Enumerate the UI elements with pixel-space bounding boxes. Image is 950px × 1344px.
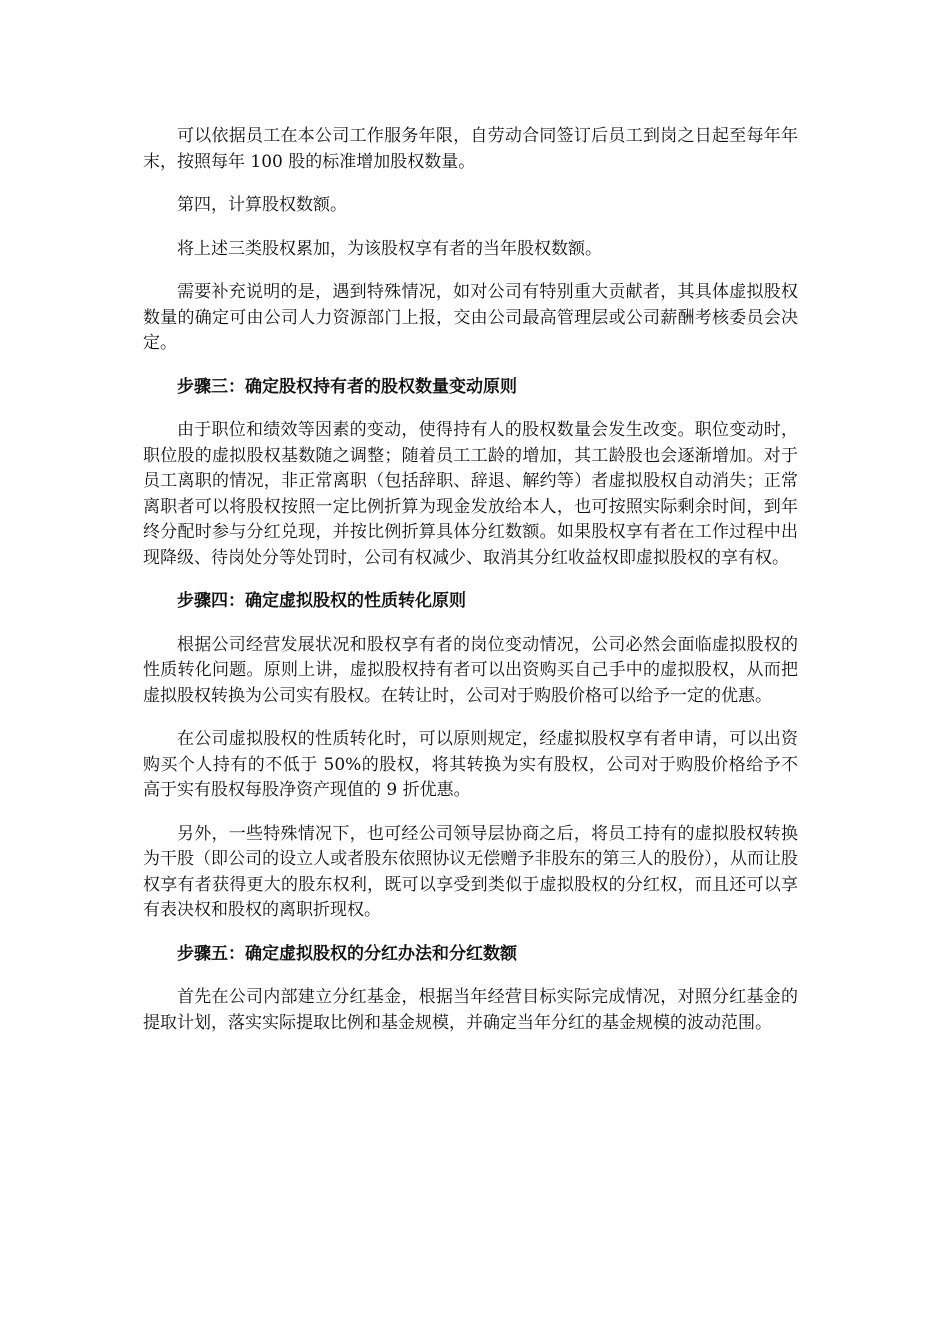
paragraph-special-cases: 需要补充说明的是，遇到特殊情况，如对公司有特别重大贡献者，其具体虚拟股权数量的确定可由公司人力资源部门上报，交由公司最高管理层或公司薪酬考核委员会决定。 (143, 282, 798, 353)
paragraph-sum-shares: 将上述三类股权累加，为该股权享有者的当年股权数额。 (177, 238, 602, 259)
paragraph-step-four-calc: 第四，计算股权数额。 (177, 195, 347, 215)
heading-step-four: 步骤四：确定虚拟股权的性质转化原则 (177, 591, 466, 611)
paragraph-conversion-rule: 在公司虚拟股权的性质转化时，可以原则规定，经虚拟股权享有者申请，可以出资购买个人持有的不低于 50%的股权，将其转换为实有股权，公司对于购股价格给予不高于实有股权每股净资产现值的 9 折优惠。 (143, 729, 798, 800)
paragraph-conversion-intro: 根据公司经营发展状况和股权享有者的岗位变动情况，公司必然会面临虚拟股权的性质转化问题。原则上讲，虚拟股权持有者可以出资购买自己手中的虚拟股权，从而把虚拟股权转换为公司实有股权。在转让时，公司对于购股价格可以给予一定的优惠。 (143, 634, 798, 706)
paragraph-quantity-changes: 由于职位和绩效等因素的变动，使得持有人的股权数量会发生改变。职位变动时，职位股的虚拟股权基数随之调整；随着员工工龄的增加，其工龄股也会逐渐增加。对于员工离职的情况，非正常离职（包括辞职、辞退、解约等）者虚拟股权自动消失；正常离职者可以将股权按照一定比例折算为现金发放给本人，也可按照实际剩余时间，到年终分配时参与分红兑现，并按比例折算具体分红数额。如果股权享有者在工作过程中出现降级、待岗处分等处罚时，公司有权减少、取消其分红收益权即虚拟股权的享有权。 (143, 420, 798, 568)
paragraph-dividend-fund: 首先在公司内部建立分红基金，根据当年经营目标实际完成情况，对照分红基金的提取计划，落实实际提取比例和基金规模，并确定当年分红的基金规模的波动范围。 (143, 987, 798, 1033)
heading-step-five: 步骤五：确定虚拟股权的分红办法和分红数额 (177, 943, 517, 964)
paragraph-dry-shares: 另外，一些特殊情况下，也可经公司领导层协商之后，将员工持有的虚拟股权转换为干股（即公司的设立人或者股东依照协议无偿赠予非股东的第三人的股份），从而让股权享有者获得更大的股东权利，既可以享受到类似于虚拟股权的分红权，而且还可以享有表决权和股权的离职折现权。 (143, 823, 798, 920)
paragraph-service-years: 可以依据员工在本公司工作服务年限，自劳动合同签订后员工到岗之日起至每年年末，按照每年 100 股的标准增加股权数量。 (143, 126, 798, 172)
document-body (143, 124, 798, 1054)
heading-step-three: 步骤三：确定股权持有者的股权数量变动原则 (177, 376, 517, 397)
